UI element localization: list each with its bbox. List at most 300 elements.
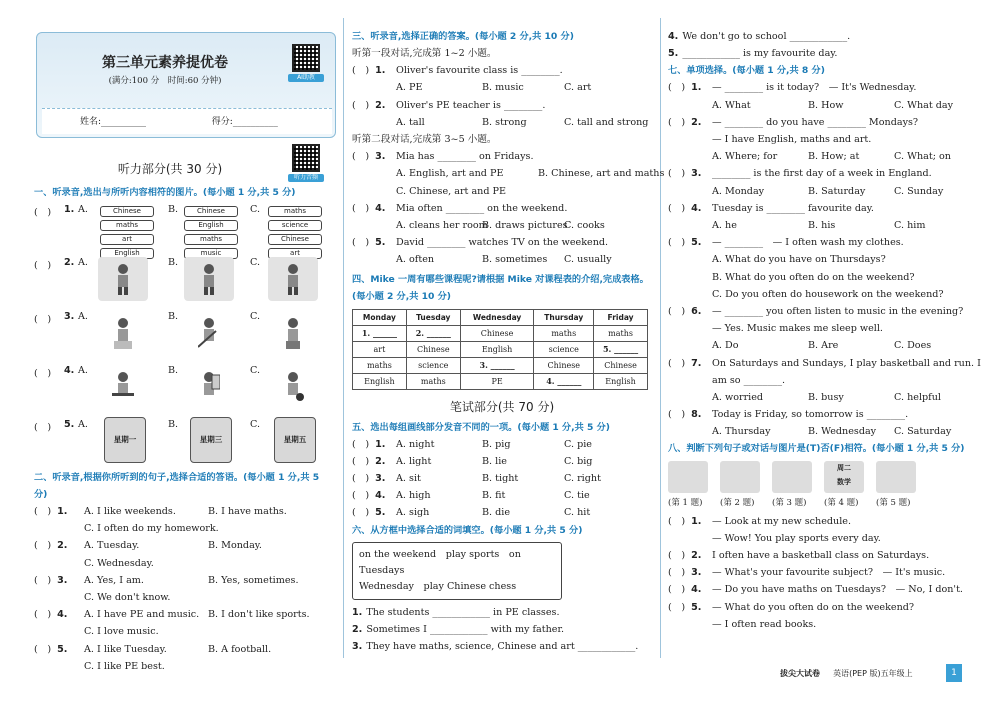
question-row: [352, 251, 652, 268]
question-row: [352, 234, 652, 251]
question-row: [668, 337, 968, 354]
question-number: 1.: [375, 65, 386, 77]
answer-blank[interactable]: ( ): [668, 202, 686, 214]
calendar-monday[interactable]: 星期一: [104, 417, 146, 463]
question-number: 7.: [691, 357, 702, 369]
option-a[interactable]: A. English, art and PE: [396, 168, 504, 180]
question-text: Mia has ________ on Fridays.: [396, 151, 534, 163]
question-number: 2.: [375, 455, 386, 467]
question-number: 4.: [375, 202, 386, 214]
option-b[interactable]: B. Monday.: [208, 540, 262, 552]
question-row: [352, 470, 652, 487]
column-divider: [343, 18, 344, 658]
option-c[interactable]: C. cooks: [564, 219, 605, 231]
answer-blank[interactable]: ( ): [34, 422, 52, 433]
question-row: [668, 320, 968, 337]
option-c[interactable]: C. I love music.: [84, 626, 159, 638]
option-c[interactable]: C. tall and strong: [564, 116, 649, 128]
table-row: [353, 373, 648, 389]
option-a[interactable]: A. Monday: [712, 185, 765, 197]
answer-blank[interactable]: ( ): [668, 550, 686, 562]
question-text: — ________ is it today? — It's Wednesday.: [712, 82, 917, 94]
option-b[interactable]: B. I don't like sports.: [208, 609, 310, 621]
question-number: 1.: [691, 515, 702, 527]
option-b[interactable]: B. pig: [482, 438, 511, 450]
question-text: ________ is the first day of a week in England.: [712, 168, 932, 180]
option-a[interactable]: A. he: [712, 219, 737, 231]
option-b[interactable]: B. his: [808, 219, 836, 231]
question-3: ( ) 3. A. B. C.: [34, 307, 334, 361]
section-4-title: 四、Mike 一周有哪些课程呢?请根据 Mike 对课程表的介绍,完成表格。(每小题 2 分,共 10 分): [352, 273, 649, 302]
schedule-picture[interactable]: [668, 461, 708, 493]
question-row: [352, 114, 652, 131]
option-a[interactable]: A. I like weekends.: [84, 506, 176, 517]
question-row: [34, 658, 334, 675]
question-row: [34, 641, 334, 658]
column-1: [30, 0, 335, 706]
section-8-title: 八、判断下列句子或对话与图片是(T)否(F)相符。(每小题 1 分,共 5 分): [668, 443, 965, 455]
answer-blank[interactable]: ( ): [668, 237, 686, 249]
question-text: ____________ is my favourite day.: [682, 48, 838, 60]
question-row: [668, 251, 968, 268]
question-row: [668, 97, 968, 114]
table-cell: art: [353, 341, 407, 357]
question-number: 3.: [691, 168, 702, 180]
table-blank-cell[interactable]: 4. ______: [534, 373, 594, 389]
question-row: [352, 97, 652, 114]
question-number: 1.: [691, 82, 702, 94]
question-text: — Wow! You play sports every day.: [712, 532, 881, 544]
washing-clothes-picture[interactable]: [98, 311, 148, 355]
answer-blank[interactable]: ( ): [352, 237, 370, 249]
pingpong-picture[interactable]: [184, 257, 234, 301]
section-3-list-a: [352, 62, 652, 131]
option-a[interactable]: A. night: [396, 438, 435, 450]
studying-picture[interactable]: [98, 365, 148, 409]
question-number: 1.: [57, 506, 68, 517]
answer-blank[interactable]: ( ): [352, 472, 370, 484]
answer-blank[interactable]: ( ): [34, 260, 52, 271]
question-text: Sometimes I ____________ with my father.: [366, 623, 565, 635]
option-c[interactable]: C. hit: [564, 507, 591, 519]
fill-blank-row[interactable]: [668, 45, 968, 62]
footer-brand: 拔尖大试卷: [780, 669, 820, 678]
answer-blank[interactable]: ( ): [352, 507, 370, 519]
table-cell: Chinese: [594, 357, 648, 373]
answer-blank[interactable]: ( ): [34, 314, 52, 325]
question-number: 5.: [375, 507, 386, 519]
question-text: — ________ — I often wash my clothes.: [712, 237, 904, 249]
word-box: English: [184, 220, 238, 231]
question-number: 2.: [375, 99, 386, 111]
section-3-intro: 听第一段对话,完成第 1~2 小题。: [352, 48, 497, 59]
schedule-table: [352, 309, 648, 390]
table-header: Wednesday: [460, 309, 534, 325]
option-c[interactable]: C. What day: [894, 99, 954, 111]
table-header: Monday: [353, 309, 407, 325]
question-text: — I have English, maths and art.: [712, 134, 872, 145]
question-text: David ________ watches TV on the weekend.: [396, 237, 609, 249]
calendar-wednesday[interactable]: 星期三: [190, 417, 232, 463]
option-b[interactable]: B. How: [808, 99, 844, 111]
answer-blank[interactable]: ( ): [668, 601, 686, 613]
question-row: [34, 606, 334, 623]
question-text: Tuesday is ________ favourite day.: [712, 202, 874, 214]
option-b[interactable]: B. Are: [808, 340, 839, 352]
score-field[interactable]: 得分:__________: [211, 117, 278, 127]
question-number: 5.: [691, 237, 702, 249]
question-4: ( ) 4. A. B. C.: [34, 361, 334, 415]
question-row: [352, 504, 652, 521]
question-row: [668, 513, 968, 530]
option[interactable]: C. Do you often do housework on the weekend?: [712, 288, 944, 300]
question-row: [668, 355, 981, 372]
footer: [780, 668, 913, 679]
question-text: — Do you have maths on Tuesdays? — No, I don't.: [712, 584, 963, 596]
option-a[interactable]: A. PE: [396, 82, 423, 94]
question-row: [352, 453, 652, 470]
answer-blank[interactable]: ( ): [668, 305, 686, 317]
option-b[interactable]: B. How; at: [808, 151, 860, 163]
table-cell: Chinese: [534, 357, 594, 373]
column-divider: [660, 18, 661, 658]
option-c[interactable]: C. art: [564, 82, 592, 94]
question-row: [668, 114, 968, 131]
section-1-title: 一、听录音,选出与所听内容相符的图片。(每小题 1 分,共 5 分): [34, 187, 296, 198]
table-cell: maths: [406, 373, 460, 389]
question-text: Oliver's favourite class is ________.: [396, 65, 563, 77]
option-c[interactable]: C. helpful: [894, 391, 941, 403]
word-box: music: [184, 248, 238, 259]
fill-blank-row[interactable]: [352, 638, 652, 655]
question-text: They have maths, science, Chinese and art ____________.: [366, 640, 639, 652]
calendar-friday[interactable]: 星期五: [274, 417, 316, 463]
question-row: [668, 372, 968, 389]
question-text: — Yes. Music makes me sleep well.: [712, 323, 883, 335]
option-b[interactable]: B. Chinese, art and maths: [538, 168, 665, 180]
answer-blank[interactable]: ( ): [352, 455, 370, 467]
word-choice-box: on the weekend play sports on Tuesdays Wednesday play Chinese chess: [352, 542, 562, 600]
word-box: Chinese: [184, 206, 238, 217]
answer-blank[interactable]: ( ): [668, 116, 686, 128]
question-row: [668, 131, 968, 148]
question-text: — What do you often do on the weekend?: [712, 601, 915, 613]
option-a[interactable]: A. sit: [396, 472, 421, 484]
option-a[interactable]: A. high: [396, 490, 431, 502]
table-cell: English: [353, 373, 407, 389]
option-b[interactable]: B. tight: [482, 472, 519, 484]
question-row: [668, 79, 968, 96]
question-row: [668, 234, 968, 251]
playing-picture[interactable]: [268, 311, 318, 355]
option-c[interactable]: C. big: [564, 455, 593, 467]
answer-blank[interactable]: ( ): [34, 540, 52, 552]
music-picture[interactable]: [772, 461, 812, 493]
question-number: 1.: [352, 606, 363, 618]
option-b[interactable]: B. lie: [482, 455, 507, 467]
question-row: [352, 200, 652, 217]
question-row: [668, 599, 968, 616]
option-b[interactable]: B. Wednesday: [808, 426, 877, 438]
question-row: [668, 616, 968, 633]
answer-blank[interactable]: ( ): [668, 409, 686, 421]
option-b[interactable]: B. Saturday: [808, 185, 866, 197]
table-row: [353, 341, 648, 357]
option-c[interactable]: C. him: [894, 219, 926, 231]
section-5-list: [352, 436, 652, 522]
answer-blank[interactable]: ( ): [668, 515, 686, 527]
question-number: 5.: [57, 643, 68, 655]
question-text: Mia often ________ on the weekend.: [396, 202, 568, 214]
question-row: [668, 165, 968, 182]
question-number: 3.: [352, 640, 363, 652]
sports-picture[interactable]: [98, 257, 148, 301]
question-number: 3.: [57, 574, 68, 586]
word-box: art: [268, 248, 322, 259]
option-a[interactable]: A. Tuesday.: [84, 540, 140, 552]
question-row: [668, 564, 968, 581]
section-2-list: [34, 503, 334, 675]
option-a[interactable]: A. Do: [712, 340, 739, 352]
table-header: Friday: [594, 309, 648, 325]
question-row: [668, 406, 968, 423]
option-c[interactable]: C. Sunday: [894, 185, 944, 197]
question-5: ( ) 5. A. 星期一 B. 星期三 C. 星期五: [34, 415, 334, 469]
question-row: [34, 503, 334, 520]
question-row: [668, 217, 968, 234]
section-6-continued: [668, 28, 968, 62]
section-5-title: 五、选出每组画线部分发音不同的一项。(每小题 1 分,共 5 分): [352, 421, 610, 433]
answer-blank[interactable]: ( ): [34, 643, 52, 655]
page-number: 1: [946, 664, 962, 682]
option-a[interactable]: A. Thursday: [712, 426, 771, 438]
question-text: I often have a basketball class on Saturdays.: [712, 550, 930, 562]
question-number: 2.: [352, 623, 363, 635]
section-8-list: [668, 513, 968, 633]
question-number: 4.: [691, 584, 702, 596]
answer-blank[interactable]: ( ): [668, 357, 686, 369]
answer-blank[interactable]: ( ): [668, 567, 686, 579]
answer-blank[interactable]: ( ): [34, 574, 52, 586]
option-c[interactable]: C. pie: [564, 438, 592, 450]
question-row: [34, 623, 334, 640]
question-row: [352, 217, 652, 234]
footer-book: 英语(PEP 版)五年级上: [833, 669, 913, 678]
option-b[interactable]: B. sometimes: [482, 254, 548, 266]
fill-blank-row[interactable]: [352, 604, 652, 621]
answer-blank[interactable]: ( ): [352, 490, 370, 502]
question-number: 8.: [691, 409, 702, 421]
question-row: [34, 537, 334, 554]
option-c[interactable]: C. tie: [564, 490, 590, 502]
question-number: 2.: [691, 116, 702, 128]
option-c[interactable]: C. Chinese, art and PE: [396, 185, 506, 197]
section-6-list: [352, 604, 652, 656]
option-b[interactable]: B. fit: [482, 490, 506, 502]
question-text: — ________ do you have ________ Mondays?: [712, 116, 919, 128]
answer-blank[interactable]: ( ): [352, 65, 370, 77]
question-text: On Saturdays and Sundays, I play basketball and run. I: [712, 357, 981, 369]
option-c[interactable]: C. Wednesday.: [84, 557, 154, 569]
writing-part-title: 笔试部分(共 70 分): [449, 399, 555, 414]
name-field[interactable]: 姓名:__________: [80, 117, 147, 127]
question-row: [352, 183, 652, 200]
question-row: [352, 148, 652, 165]
fill-blank-row[interactable]: [668, 28, 968, 45]
question-number: 4.: [668, 31, 679, 42]
sweeping-picture[interactable]: [184, 311, 234, 355]
question-row: [34, 589, 334, 606]
question-row: [34, 572, 334, 589]
question-number: 3.: [375, 472, 386, 484]
answer-blank[interactable]: ( ): [668, 82, 686, 94]
question-text: The students ____________ in PE classes.: [366, 606, 560, 618]
answer-blank[interactable]: ( ): [34, 506, 52, 517]
answer-blank[interactable]: ( ): [352, 202, 370, 214]
option-c[interactable]: C. I like PE best.: [84, 660, 165, 672]
drawing-picture[interactable]: [184, 365, 234, 409]
option-a[interactable]: A. light: [396, 455, 432, 467]
option-c[interactable]: C. We don't know.: [84, 591, 171, 603]
question-text: Today is Friday, so tomorrow is ________.: [712, 409, 909, 421]
table-blank-cell[interactable]: 5. ______: [594, 341, 648, 357]
option-c[interactable]: C. right: [564, 472, 601, 484]
word-box: maths: [268, 206, 322, 217]
question-number: 2.: [57, 540, 68, 552]
option-b[interactable]: B. I have maths.: [208, 506, 287, 517]
option-b[interactable]: B. busy: [808, 391, 844, 403]
table-blank-cell[interactable]: 3. ______: [460, 357, 534, 373]
reading-picture[interactable]: [876, 461, 916, 493]
option-c[interactable]: C. What; on: [894, 151, 951, 163]
qr-tag: AI助教: [288, 74, 324, 82]
question-text: — I often read books.: [712, 618, 817, 630]
question-number: 5.: [375, 237, 386, 249]
listening-part-title: 听力部分(共 30 分): [117, 162, 223, 176]
table-cell: English: [594, 373, 648, 389]
option-a[interactable]: A. cleans her room: [396, 219, 488, 231]
option-c[interactable]: C. I often do my homework.: [84, 523, 219, 535]
section-3-list-b: [352, 148, 665, 268]
question-row: [352, 487, 652, 504]
table-cell: Chinese: [460, 325, 534, 341]
section-3-intro: 听第二段对话,完成第 3~5 小题。: [352, 133, 497, 145]
question-number: 3.: [691, 567, 702, 579]
question-row: [668, 286, 968, 303]
question-row: [352, 165, 665, 182]
option-a[interactable]: A. tall: [396, 116, 425, 128]
answer-blank[interactable]: ( ): [352, 438, 370, 450]
question-row: [668, 581, 968, 598]
option-a[interactable]: A. often: [396, 254, 435, 266]
student-info: [42, 108, 332, 134]
tuesday-maths-picture[interactable]: 周二 数学: [824, 461, 864, 493]
question-row: [668, 547, 968, 564]
word-box: maths: [184, 234, 238, 245]
option-a[interactable]: A. sigh: [396, 507, 430, 519]
answer-blank[interactable]: ( ): [668, 584, 686, 596]
option-c[interactable]: C. Does: [894, 340, 932, 352]
option-b[interactable]: B. draws pictures: [482, 219, 568, 231]
section-7-list: [668, 79, 981, 440]
question-row: [668, 303, 968, 320]
answer-blank[interactable]: ( ): [34, 609, 52, 621]
answer-blank[interactable]: ( ): [34, 207, 52, 218]
question-text: We don't go to school ____________.: [682, 31, 851, 42]
qr-code-icon[interactable]: [292, 144, 320, 172]
table-header: Tuesday: [406, 309, 460, 325]
qr-tag: 听力音频: [288, 174, 324, 182]
qr-code-icon[interactable]: [292, 44, 320, 72]
question-1: ( ) 1. A. Chinese maths art English B. Chinese English maths music C. maths science Chinese art: [34, 201, 334, 253]
option-b[interactable]: B. strong: [482, 116, 527, 128]
basketball-picture[interactable]: [268, 257, 318, 301]
question-row: [668, 269, 968, 286]
option-c[interactable]: C. usually: [564, 254, 612, 266]
option-b[interactable]: B. music: [482, 82, 524, 94]
question-row: [668, 200, 968, 217]
question-row: [668, 183, 968, 200]
question-row: [34, 520, 334, 537]
question-number: 4.: [375, 490, 386, 502]
option[interactable]: A. What do you have on Thursdays?: [712, 254, 886, 266]
page-subtitle: (满分:100 分 时间:60 分钟): [108, 76, 222, 86]
basketball-class-picture[interactable]: [720, 461, 760, 493]
option-b[interactable]: B. Yes, sometimes.: [208, 574, 299, 586]
section-7-title: 七、单项选择。(每小题 1 分,共 8 分): [668, 65, 825, 77]
section-3-title: 三、听录音,选择正确的答案。(每小题 2 分,共 10 分): [352, 31, 574, 42]
ball-playing-picture[interactable]: [268, 365, 318, 409]
question-text: — Look at my new schedule.: [712, 515, 852, 527]
table-blank-cell[interactable]: 2. ______: [406, 325, 460, 341]
fill-blank-row[interactable]: [352, 621, 652, 638]
question-number: 1.: [375, 438, 386, 450]
option[interactable]: B. What do you often do on the weekend?: [712, 271, 915, 283]
table-cell: maths: [594, 325, 648, 341]
question-text: Oliver's PE teacher is ________.: [396, 99, 546, 111]
option-c[interactable]: C. Saturday: [894, 426, 952, 438]
picture-row: [668, 461, 968, 495]
word-box: Chinese: [100, 206, 154, 217]
option-a[interactable]: A. What: [712, 99, 751, 111]
word-box: art: [100, 234, 154, 245]
section-2-title: 二、听录音,根据你所听到的句子,选择合适的答语。(每小题 1 分,共 5 分): [34, 472, 320, 500]
option-a[interactable]: A. I like Tuesday.: [84, 643, 167, 655]
option-a[interactable]: A. Where; for: [712, 151, 778, 163]
answer-blank[interactable]: ( ): [352, 151, 370, 163]
option-a[interactable]: A. Yes, I am.: [84, 574, 144, 586]
question-row: [668, 530, 968, 547]
option-a[interactable]: A. I have PE and music.: [84, 609, 200, 621]
option-b[interactable]: B. die: [482, 507, 511, 519]
option-b[interactable]: B. A football.: [208, 643, 272, 655]
option-a[interactable]: A. worried: [712, 391, 764, 403]
table-cell: science: [406, 357, 460, 373]
question-row: [352, 436, 652, 453]
column-3: [668, 0, 981, 706]
word-box: English: [100, 248, 154, 259]
question-number: 5.: [691, 601, 702, 613]
table-blank-cell[interactable]: 1. ______: [353, 325, 407, 341]
answer-blank[interactable]: ( ): [668, 168, 686, 180]
table-cell: maths: [534, 325, 594, 341]
question-number: 4.: [691, 202, 702, 214]
answer-blank[interactable]: ( ): [352, 99, 370, 111]
table-row: [353, 325, 648, 341]
word-box: Chinese: [268, 234, 322, 245]
answer-blank[interactable]: ( ): [34, 368, 52, 379]
question-number: 6.: [691, 305, 702, 317]
